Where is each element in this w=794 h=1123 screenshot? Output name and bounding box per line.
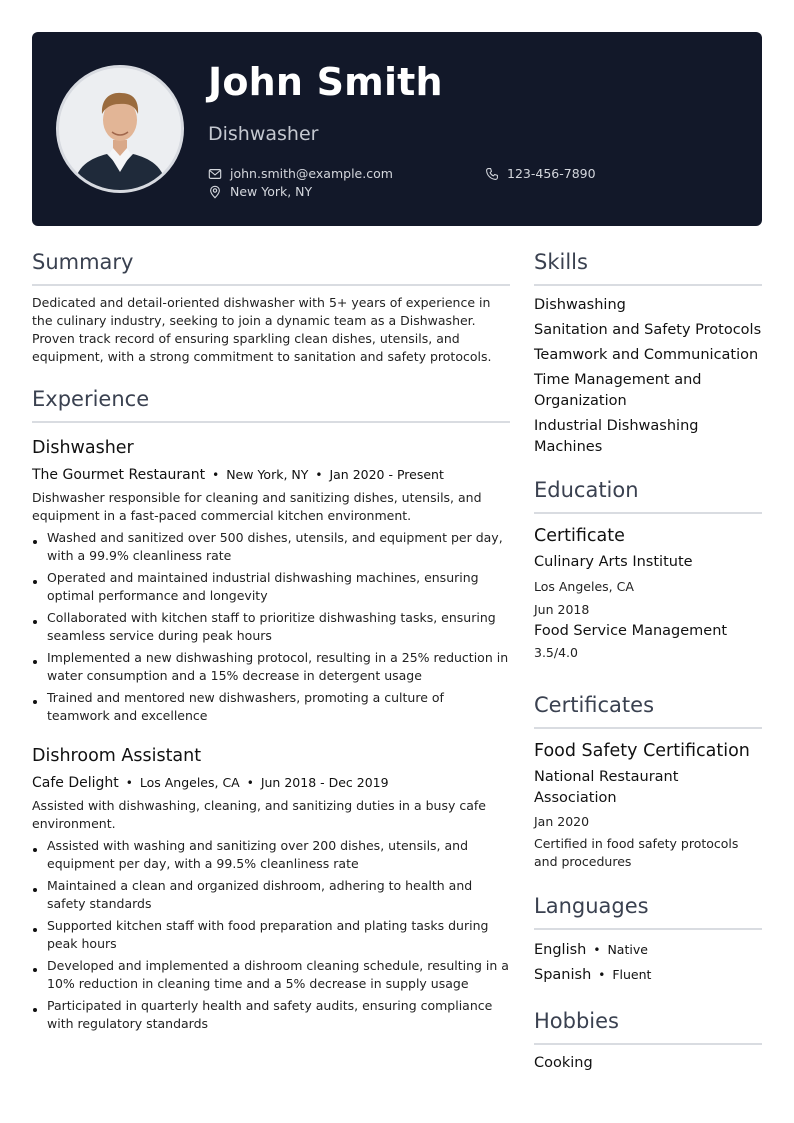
bullet-item: Developed and implemented a dishroom cleaning schedule, resulting in a 10% reduction in cleaning time and a 5% decrease in supply usage	[32, 957, 510, 993]
job-description: Assisted with dishwashing, cleaning, and sanitizing duties in a busy cafe environment.	[32, 797, 486, 831]
experience-section	[32, 387, 510, 423]
job-meta	[32, 467, 510, 484]
bullet-item: Maintained a clean and organized dishroom, adhering to health and safety standards	[32, 877, 510, 913]
job-location: New York, NY	[226, 467, 309, 482]
job-dates: Jun 2018 - Dec 2019	[260, 775, 389, 790]
skill-item: Dishwashing	[534, 297, 626, 314]
bullet-item: Participated in quarterly health and safety audits, ensuring compliance with regulatory standards	[32, 997, 510, 1033]
person-avatar-icon	[59, 68, 181, 190]
certificate-name: Food Safety Certification	[534, 741, 750, 762]
bullet-item: Collaborated with kitchen staff to prioritize dishwashing tasks, ensuring seamless service during peak hours	[32, 609, 510, 645]
certificate-date: Jan 2020	[534, 814, 590, 830]
job-title: Dishwasher	[32, 438, 134, 458]
phone-text: 123-456-7890	[507, 166, 596, 181]
section-title-languages: Languages	[534, 894, 762, 930]
language-level: Fluent	[612, 967, 652, 983]
education-gpa: 3.5/4.0	[534, 645, 578, 661]
language-item	[534, 964, 762, 986]
summary-text: Dedicated and detail-oriented dishwasher with 5+ years of experience in the culinary industry, seeking to join a dynamic team as a Dishwasher. Proven track record of ensuring sparkling clean dishes, utensils, and equipment, with a strong commitment to sanitation and safety protocols.	[32, 295, 492, 365]
education-school: Culinary Arts Institute	[534, 554, 693, 571]
profile-photo	[56, 65, 184, 193]
separator-dot: •	[125, 776, 133, 790]
resume-header	[32, 32, 762, 226]
bullet-item: Trained and mentored new dishwashers, promoting a culture of teamwork and excellence	[32, 689, 510, 725]
languages-section	[534, 894, 762, 986]
job-bullets	[32, 837, 510, 1033]
job-company: The Gourmet Restaurant	[32, 467, 206, 483]
job-title: Dishroom Assistant	[32, 746, 202, 766]
experience-item	[32, 746, 510, 1037]
section-title-experience: Experience	[32, 387, 510, 423]
contact-email[interactable]	[208, 166, 393, 181]
separator-dot: •	[315, 468, 323, 482]
location-pin-icon	[208, 185, 222, 199]
job-meta	[32, 775, 510, 792]
contact-location	[208, 184, 312, 199]
hobbies-section	[534, 1009, 762, 1074]
section-title-certificates: Certificates	[534, 693, 762, 729]
job-description: Dishwasher responsible for cleaning and sanitizing dishes, utensils, and equipment in a fast-paced commercial kitchen environment.	[32, 489, 482, 523]
education-field: Food Service Management	[534, 623, 728, 640]
location-text: New York, NY	[230, 184, 313, 199]
section-title-education: Education	[534, 478, 762, 514]
experience-item	[32, 438, 510, 729]
email-text: john.smith@example.com	[230, 166, 393, 181]
section-title-hobbies: Hobbies	[534, 1009, 762, 1045]
language-level: Native	[607, 942, 648, 958]
language-name: Spanish	[534, 967, 592, 984]
certificate-issuer: National Restaurant Association	[534, 769, 679, 807]
job-company: Cafe Delight	[32, 775, 119, 791]
certificates-section	[534, 693, 762, 871]
section-title-skills: Skills	[534, 250, 762, 286]
skill-item: Time Management and Organization	[534, 372, 702, 410]
job-dates: Jan 2020 - Present	[329, 467, 444, 482]
skills-section	[534, 250, 762, 462]
bullet-item: Implemented a new dishwashing protocol, resulting in a 25% reduction in water consumption and a 15% decrease in detergent usage	[32, 649, 510, 685]
language-name: English	[534, 942, 587, 959]
education-location: Los Angeles, CA	[534, 579, 634, 595]
bullet-item: Supported kitchen staff with food preparation and plating tasks during peak hours	[32, 917, 510, 953]
separator-dot: •	[212, 468, 220, 482]
separator-dot: •	[598, 968, 606, 983]
job-bullets	[32, 529, 510, 725]
hobby-item: Cooking	[534, 1055, 593, 1072]
summary-section	[32, 250, 510, 366]
education-date: Jun 2018	[534, 602, 590, 618]
candidate-name: John Smith	[208, 60, 443, 104]
education-degree: Certificate	[534, 526, 625, 547]
certificate-description: Certified in food safety protocols and procedures	[534, 836, 739, 870]
skill-item: Industrial Dishwashing Machines	[534, 418, 699, 456]
separator-dot: •	[246, 776, 254, 790]
skill-item: Teamwork and Communication	[534, 347, 759, 364]
bullet-item: Operated and maintained industrial dishwashing machines, ensuring optimal performance and longevity	[32, 569, 510, 605]
candidate-title: Dishwasher	[208, 123, 319, 145]
bullet-item: Washed and sanitized over 500 dishes, utensils, and equipment per day, with a 99.9% cleanliness rate	[32, 529, 510, 565]
job-location: Los Angeles, CA	[139, 775, 240, 790]
phone-icon	[485, 167, 499, 181]
skill-item: Sanitation and Safety Protocols	[534, 322, 762, 339]
language-item	[534, 939, 762, 961]
bullet-item: Assisted with washing and sanitizing over 200 dishes, utensils, and equipment per day, with a 99.5% cleanliness rate	[32, 837, 510, 873]
skills-list	[534, 295, 762, 458]
separator-dot: •	[593, 943, 601, 958]
contact-phone[interactable]	[485, 166, 596, 181]
mail-icon	[208, 167, 222, 181]
section-title-summary: Summary	[32, 250, 510, 286]
education-section	[534, 478, 762, 662]
